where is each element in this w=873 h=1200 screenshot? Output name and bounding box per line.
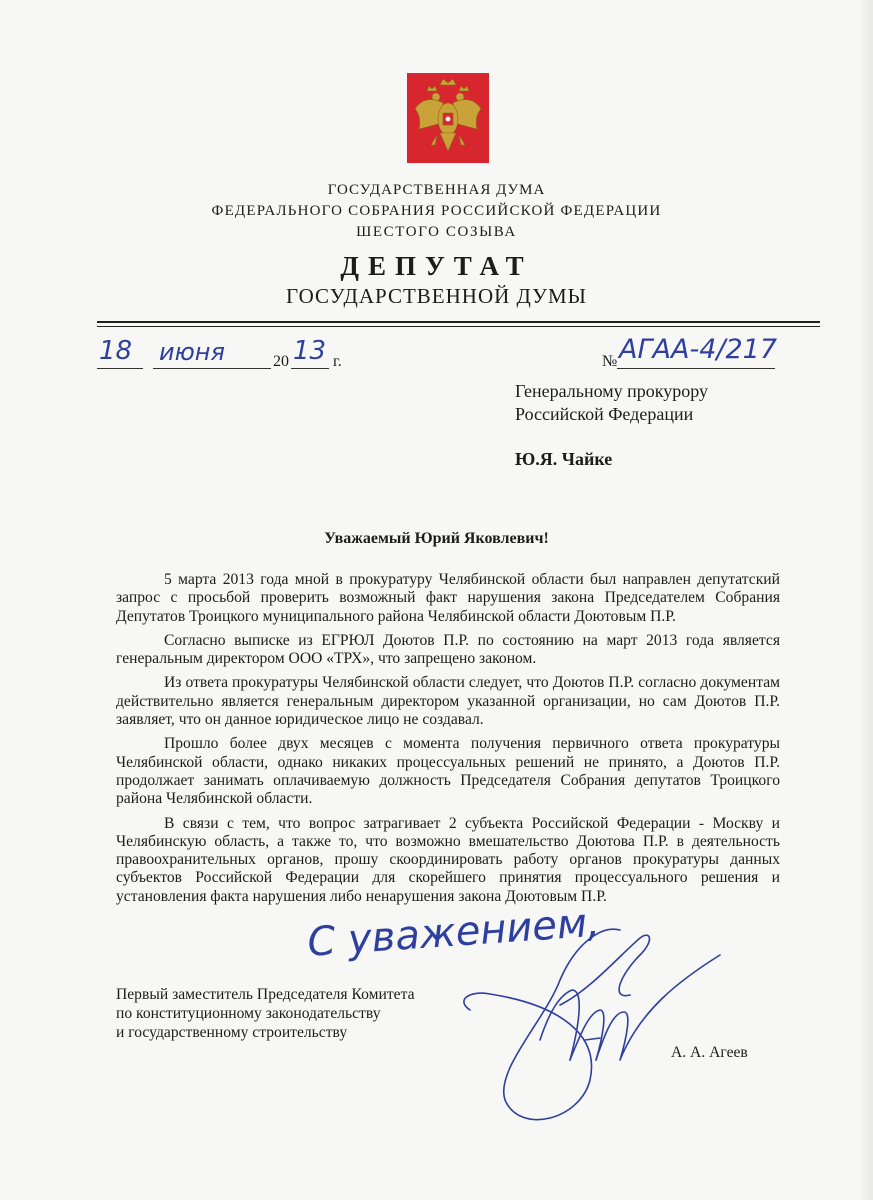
number-label: № xyxy=(602,353,618,370)
greeting: Уважаемый Юрий Яковлевич! xyxy=(324,530,549,547)
signatory-title-line-2: по конституционному законодательству xyxy=(116,1005,381,1022)
signatory-title-line-3: и государственному строительству xyxy=(116,1024,348,1041)
addressee-line-1: Генеральному прокурору xyxy=(515,381,709,401)
addressee-line-2: Российской Федерации xyxy=(515,404,694,424)
handwritten-closing: С уважением, xyxy=(306,899,602,966)
paragraph-3: Из ответа прокуратуры Челябинской области следует, что Доютов П.Р. согласно документам действительно является генеральным директором указанной организации, но сам Доютов П.Р. заявляет, что он данное юридическое лицо не создавал. xyxy=(116,674,780,729)
org-line-3: ШЕСТОГО СОЗЫВА xyxy=(356,224,517,240)
date-day: 18 xyxy=(99,336,133,366)
org-line-1: ГОСУДАРСТВЕННАЯ ДУМА xyxy=(327,182,546,198)
paragraph-2: Согласно выписке из ЕГРЮЛ Доютов П.Р. по состоянию на март 2013 года является генеральным директором ООО «ТРХ», что запрещено законом. xyxy=(116,631,780,668)
year-suffix: 13 xyxy=(293,336,327,366)
paragraph-5: В связи с тем, что вопрос затрагивает 2 субъекта Российской Федерации - Москву и Челябинскую область, а также то, что возможно вмешательство Доютова П.Р. в деятельность правоохранительных органов, прошу скоординировать работу органов прокуратуры данных субъектов Российской Федерации для скорейшего принятия процессуального решения и установления факта нарушения либо ненарушения закона Доютовым П.Р. xyxy=(116,814,780,905)
year-prefix: 20 xyxy=(273,353,289,370)
year-end: г. xyxy=(333,353,342,370)
signatory-title-line-1: Первый заместитель Председателя Комитета xyxy=(116,986,415,1003)
org-line-2: ФЕДЕРАЛЬНОГО СОБРАНИЯ РОССИЙСКОЙ ФЕДЕРАЦИИ xyxy=(211,203,662,219)
outgoing-number: АГАА-4/217 xyxy=(619,334,778,365)
paragraph-1: 5 марта 2013 года мной в прокуратуру Челябинской области был направлен депутатский запрос с просьбой проверить возможный факт нарушения закона Председателем Собрания Депутатов Троицкого муниципального района Челябинской области Доютовым П.Р. xyxy=(116,571,780,625)
letterhead-subtitle: ГОСУДАРСТВЕННОЙ ДУМЫ xyxy=(286,284,587,308)
paragraph-4: Прошло более двух месяцев с момента получения первичного ответа прокуратуры Челябинской области, однако никаких процессуальных решений не принято, а Доютов П.Р. продолжает занимать оплачиваемую должность Председателя Собрания депутатов Троицкого района Челябинской области. xyxy=(116,735,780,808)
addressee-name: Ю.Я. Чайке xyxy=(515,449,613,469)
signatory-name: А. А. Агеев xyxy=(671,1044,748,1061)
letterhead-title: ДЕПУТАТ xyxy=(340,251,533,281)
date-month: июня xyxy=(159,338,225,366)
